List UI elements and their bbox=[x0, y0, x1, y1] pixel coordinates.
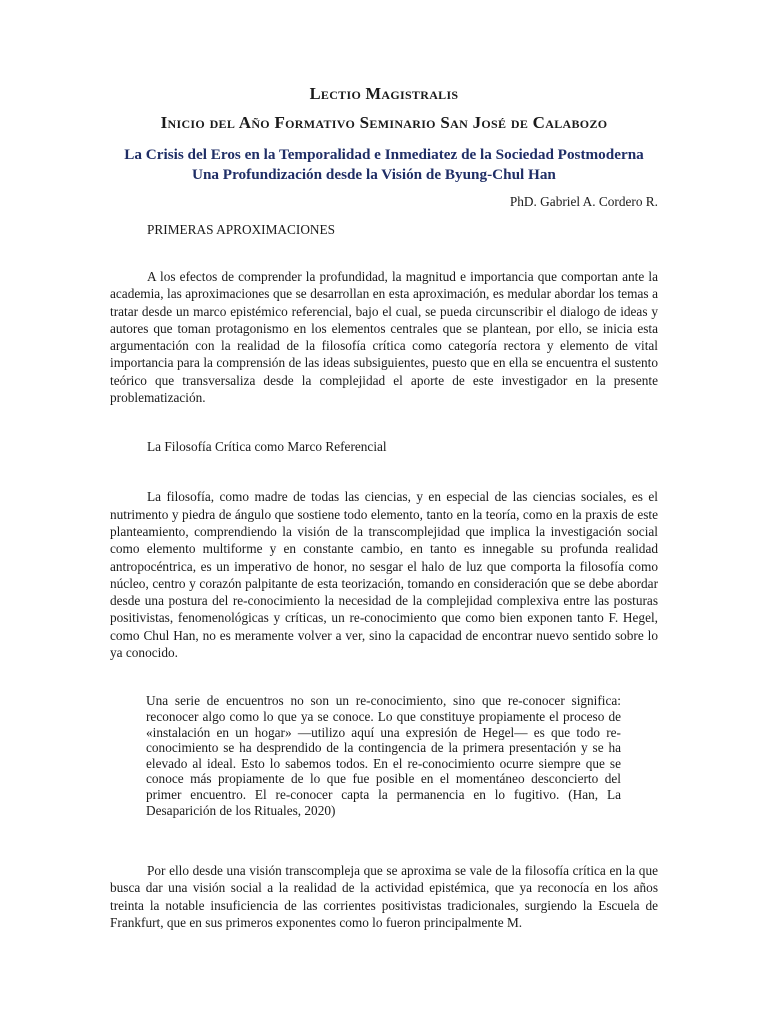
header-event: Inicio del Año Formativo Seminario San José de Calabozo bbox=[160, 113, 608, 132]
header-lectio: Lectio Magistralis bbox=[309, 84, 459, 103]
title-line-1: La Crisis del Eros en la Temporalidad e Inmediatez de la Sociedad Postmoderna bbox=[124, 146, 644, 163]
title-line-2: Una Profundización desde la Visión de Byung-Chul Han bbox=[192, 165, 556, 183]
author-line: PhD. Gabriel A. Cordero R. bbox=[509, 194, 658, 209]
block-quote: Una serie de encuentros no son un re-conocimiento, sino que re-conocer significa: reconocer algo como lo que ya se conoce. Lo que constituye propiamente el proceso de «instalación en un hogar» —utilizo aquí una expresión de Hegel— es que todo re- conocimiento se ha desprendido de la contingencia de la primera presentación y se ha elevado al ideal. Esto lo sabemos todos. En el re-conocimiento ocurre siempre que se conoce más propiamente de lo que fue posible en el momentáneo desconcierto del primer encuentro. El re-conocer capta la permanencia en lo fugitivo. (Han, La Desaparición de los Rituales, 2020) bbox=[146, 693, 621, 818]
paragraph-2: La filosofía, como madre de todas las ciencias, y en especial de las ciencias sociales, es el nutrimento y piedra de ángulo que sostiene todo elemento, tanto en la teoría, como en la praxis de este planteamiento, comprendiendo la visión de la transcomplejidad que implica la investigación social como elemento multiforme y en constante cambio, en tanto es innegable su profunda realidad antropocéntrica, es un imperativo de honor, no sesgar el halo de luz que comporta la filosofía como núcleo, centro y corazón palpitante de esta teorización, tomando en consideración que se debe abordar desde una postura del re-conocimiento la necesidad de la complejidad complexiva entre las posturas positivistas, fenomenológicas y críticas, un re-conocimiento que como bien exponen tanto F. Hegel, como Chul Han, no es meramente volver a ver, sino la capacidad de encontrar nuevo sentido sobre lo ya conocido. bbox=[110, 489, 658, 661]
section-heading-primeras: PRIMERAS APROXIMACIONES bbox=[147, 222, 336, 237]
document-title bbox=[110, 146, 658, 183]
paragraph-3: Por ello desde una visión transcompleja que se aproxima se vale de la filosofía crítica en la que busca dar una visión social a la realidad de la actividad epistémica, que ya reconocía en los años treinta la notable insuficiencia de las corrientes positivistas tradicionales, surgiendo la Escuela de Frankfurt, que en sus primeros exponentes como lo fueron principalmente M. bbox=[110, 863, 658, 930]
section-heading-filosofia: La Filosofía Crítica como Marco Referencial bbox=[147, 439, 387, 455]
paragraph-1: A los efectos de comprender la profundidad, la magnitud e importancia que comportan ante la academia, las aproximaciones que se desarrollan en esta aproximación, es medular abordar los temas a tratar desde un marco epistémico referencial, bajo el cual, se pueda circunscribir el dialogo de ideas y autores que toman protagonismo en los elementos centrales que se plantean, por ello, se inicia esta argumentación con la realidad de la filosofía crítica como categoría rectora y elemento de vital importancia para la comprensión de las ideas subsiguientes, puesto que en ella se encuentra el sustento teórico que transversaliza desde la complejidad el aporte de este investigador en la presente problematización. bbox=[110, 269, 658, 406]
page-edge bbox=[0, 1020, 768, 1024]
